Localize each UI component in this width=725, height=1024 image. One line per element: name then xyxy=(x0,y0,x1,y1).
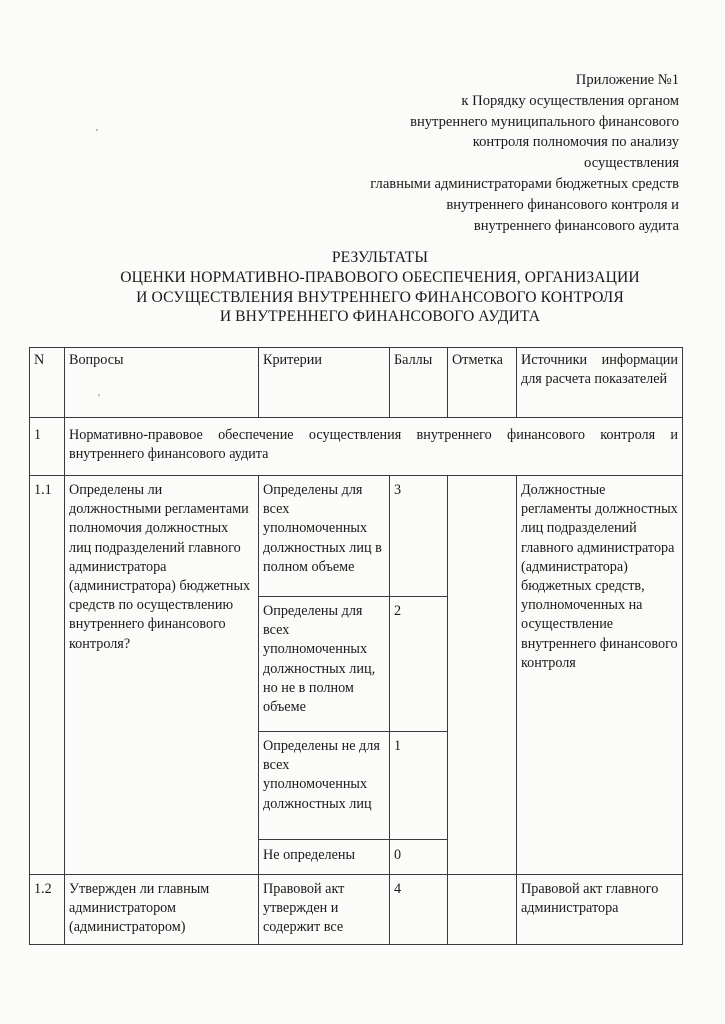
appendix-line: внутреннего финансового контроля и xyxy=(446,196,679,213)
title-line: ОЦЕНКИ НОРМАТИВНО-ПРАВОВОГО ОБЕСПЕЧЕНИЯ, ОРГАНИЗАЦИИ xyxy=(120,268,640,286)
appendix-line: главными администраторами бюджетных средств xyxy=(370,175,679,192)
section-n: 1 xyxy=(30,418,65,476)
header-questions: Вопросы xyxy=(65,348,259,418)
appendix-line: контроля полномочия по анализу xyxy=(472,134,679,151)
appendix-line: осуществления xyxy=(584,155,679,172)
criterion-cell: Не определены xyxy=(259,840,390,875)
header-criteria: Критерии xyxy=(259,348,390,418)
row-n: 1.1 xyxy=(30,476,65,875)
scan-speck: ' xyxy=(96,128,98,139)
table-row xyxy=(30,476,683,597)
row-n: 1.2 xyxy=(30,875,65,945)
title-line: И ОСУЩЕСТВЛЕНИЯ ВНУТРЕННЕГО ФИНАНСОВОГО КОНТРОЛЯ xyxy=(136,288,624,306)
table-row xyxy=(30,875,683,945)
criterion-cell: Определены для всех уполномоченных должностных лиц, но не в полном объеме xyxy=(259,597,390,732)
section-row xyxy=(30,418,683,476)
points-cell: 1 xyxy=(390,732,448,840)
appendix-note xyxy=(259,70,679,236)
document-title xyxy=(60,248,700,327)
points-cell: 3 xyxy=(390,476,448,597)
source-cell: Должностные регламенты должностных лиц подразделений главного администратора (администратора) бюджетных средств, уполномоченных на осуществление внутреннего финансового контроля xyxy=(517,476,683,875)
table-header-row xyxy=(30,348,683,418)
appendix-line: внутреннего муниципального финансового xyxy=(410,113,679,130)
header-n: N xyxy=(30,348,65,418)
title-line: РЕЗУЛЬТАТЫ xyxy=(331,249,429,266)
header-mark: Отметка xyxy=(448,348,517,418)
criterion-cell: Определены не для всех уполномоченных должностных лиц xyxy=(259,732,390,840)
appendix-line: Приложение №1 xyxy=(575,72,679,88)
question-cell: Определены ли должностными регламентами полномочия должностных лиц подразделений главного администратора (администратора) бюджетных средств по осуществлению внутреннего финансового контроля? xyxy=(65,476,259,875)
points-cell: 4 xyxy=(390,875,448,945)
points-cell: 0 xyxy=(390,840,448,875)
header-points: Баллы xyxy=(390,348,448,418)
results-table xyxy=(29,347,683,945)
criterion-cell: Определены для всех уполномоченных должностных лиц в полном объеме xyxy=(259,476,390,597)
scan-speck: ' xyxy=(98,393,100,404)
question-cell: Утвержден ли главным администратором (администратором) xyxy=(65,875,259,945)
source-cell: Правовой акт главного администратора xyxy=(517,875,683,945)
title-line: И ВНУТРЕННЕГО ФИНАНСОВОГО АУДИТА xyxy=(219,308,541,326)
mark-cell xyxy=(448,476,517,875)
section-title: Нормативно-правовое обеспечение осуществления внутреннего финансового контроля и внутреннего финансового аудита xyxy=(65,418,683,476)
header-sources: Источники информации для расчета показателей xyxy=(517,348,683,418)
points-cell: 2 xyxy=(390,597,448,732)
criterion-cell: Правовой акт утвержден и содержит все xyxy=(259,875,390,945)
mark-cell xyxy=(448,875,517,945)
appendix-line: внутреннего финансового аудита xyxy=(473,217,679,234)
appendix-line: к Порядку осуществления органом xyxy=(461,92,679,109)
